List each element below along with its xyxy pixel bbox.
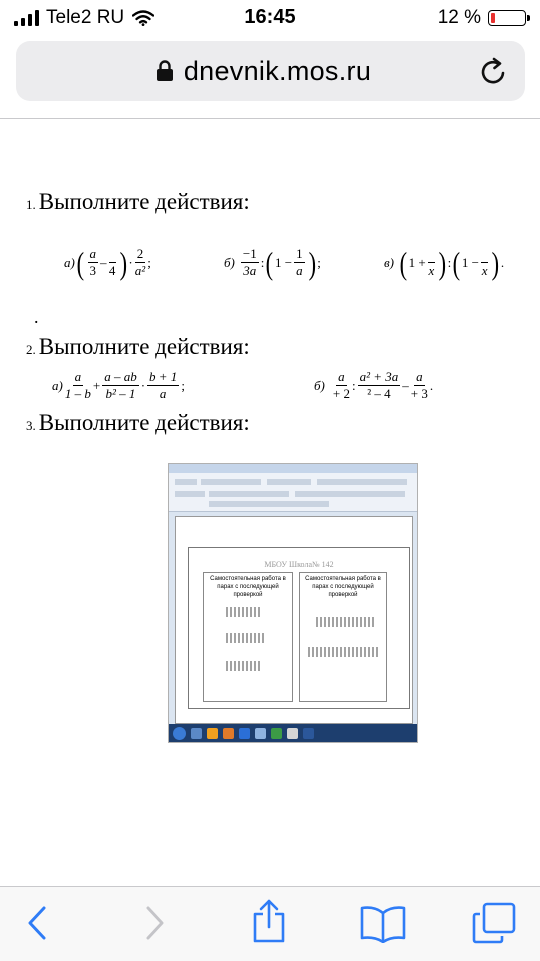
fraction: $\frac{\text{a² + 3a}}{\text{² – 4}}$ xyxy=(359,369,399,401)
task-1-heading xyxy=(26,189,250,215)
task-1b-expression: б) $\frac{-1}{3a}$ : ( 1 − $\frac{1}{a}$ ) ; xyxy=(224,244,321,281)
forward-icon[interactable] xyxy=(144,905,166,941)
battery-level xyxy=(491,13,495,23)
status-bar xyxy=(0,0,540,34)
panel-title: Самостоятельная работа в парах с последующей проверкой xyxy=(210,576,286,598)
fraction: $\frac{b + 1}{a}$ xyxy=(149,369,178,401)
item-label: в) xyxy=(384,254,394,270)
task-3-heading xyxy=(26,410,250,436)
fraction: $\frac{a}{+ 2}$ xyxy=(332,369,350,401)
item-label: а) xyxy=(64,254,75,270)
carrier-name: Tele2 RU xyxy=(46,7,125,28)
back-icon[interactable] xyxy=(26,905,48,941)
tabs-icon[interactable] xyxy=(472,902,516,944)
address-bar[interactable] xyxy=(16,41,525,101)
task-number: 1. xyxy=(26,197,36,212)
fraction: x xyxy=(428,246,435,279)
url-text: dnevnik.mos.ru xyxy=(183,56,372,86)
bookmarks-icon[interactable] xyxy=(360,905,406,943)
item-label: б) xyxy=(224,254,235,270)
browser-toolbar xyxy=(0,886,540,961)
task-1a-expression: а) ( $\frac{a}{3}$ – 4 ) · $\frac{2}{\text{a²}}$ ; xyxy=(64,244,151,281)
document-content xyxy=(0,119,540,887)
panel-left xyxy=(203,572,293,702)
task-title: Выполните действия: xyxy=(38,189,250,214)
task-2a-expression: а) $\frac{a}{1 - b}$ + $\frac{a - ab}{\text{b² – 1}}$ · $\frac{b + 1}{a}$ ; xyxy=(52,369,185,401)
battery-icon xyxy=(488,10,526,26)
item-label: а) xyxy=(52,377,63,393)
ribbon xyxy=(169,473,417,512)
fraction: 4 xyxy=(109,246,116,279)
stray-dot: . xyxy=(34,307,39,327)
share-icon[interactable] xyxy=(252,899,286,943)
fraction: $\frac{a}{3}$ xyxy=(89,246,96,278)
task-1c-expression: в) ( 1 + x ) : ( 1 − x ) . xyxy=(384,244,505,281)
clock: 16:45 xyxy=(244,6,296,28)
task-2-heading xyxy=(26,334,250,360)
task-title: Выполните действия: xyxy=(38,410,250,435)
embedded-screenshot xyxy=(168,463,418,743)
battery-percent: 12 % xyxy=(437,7,481,28)
reload-icon[interactable] xyxy=(479,55,509,87)
fraction: $\frac{2}{\text{a²}}$ xyxy=(134,246,146,278)
fraction: $\frac{a}{1 - b}$ xyxy=(64,369,91,401)
task-title: Выполните действия: xyxy=(38,334,250,359)
window-titlebar xyxy=(169,464,417,473)
panel-right xyxy=(299,572,387,702)
fraction: x xyxy=(481,246,488,279)
task-2b-expression: б) $\frac{a}{+ 2}$ : $\frac{\text{a² + 3a}}{\text{² – 4}}$ – $\frac{a}{+ 3}$ . xyxy=(314,369,434,401)
item-label: б) xyxy=(314,377,325,393)
task-number: 3. xyxy=(26,418,36,433)
task-number: 2. xyxy=(26,342,36,357)
doc-heading: МБОУ Школа№ 142 xyxy=(264,560,334,569)
fraction: $\frac{1}{a}$ xyxy=(296,246,303,278)
os-taskbar xyxy=(169,724,417,742)
panel-title: Самостоятельная работа в парах с последующей проверкой xyxy=(305,576,381,598)
document-page xyxy=(175,516,413,724)
battery-info xyxy=(438,7,526,29)
fraction: $\frac{-1}{3a}$ xyxy=(242,246,257,278)
fraction: $\frac{a}{+ 3}$ xyxy=(410,369,428,401)
page-frame xyxy=(188,547,410,709)
fraction: $\frac{a - ab}{\text{b² – 1}}$ xyxy=(104,369,137,401)
